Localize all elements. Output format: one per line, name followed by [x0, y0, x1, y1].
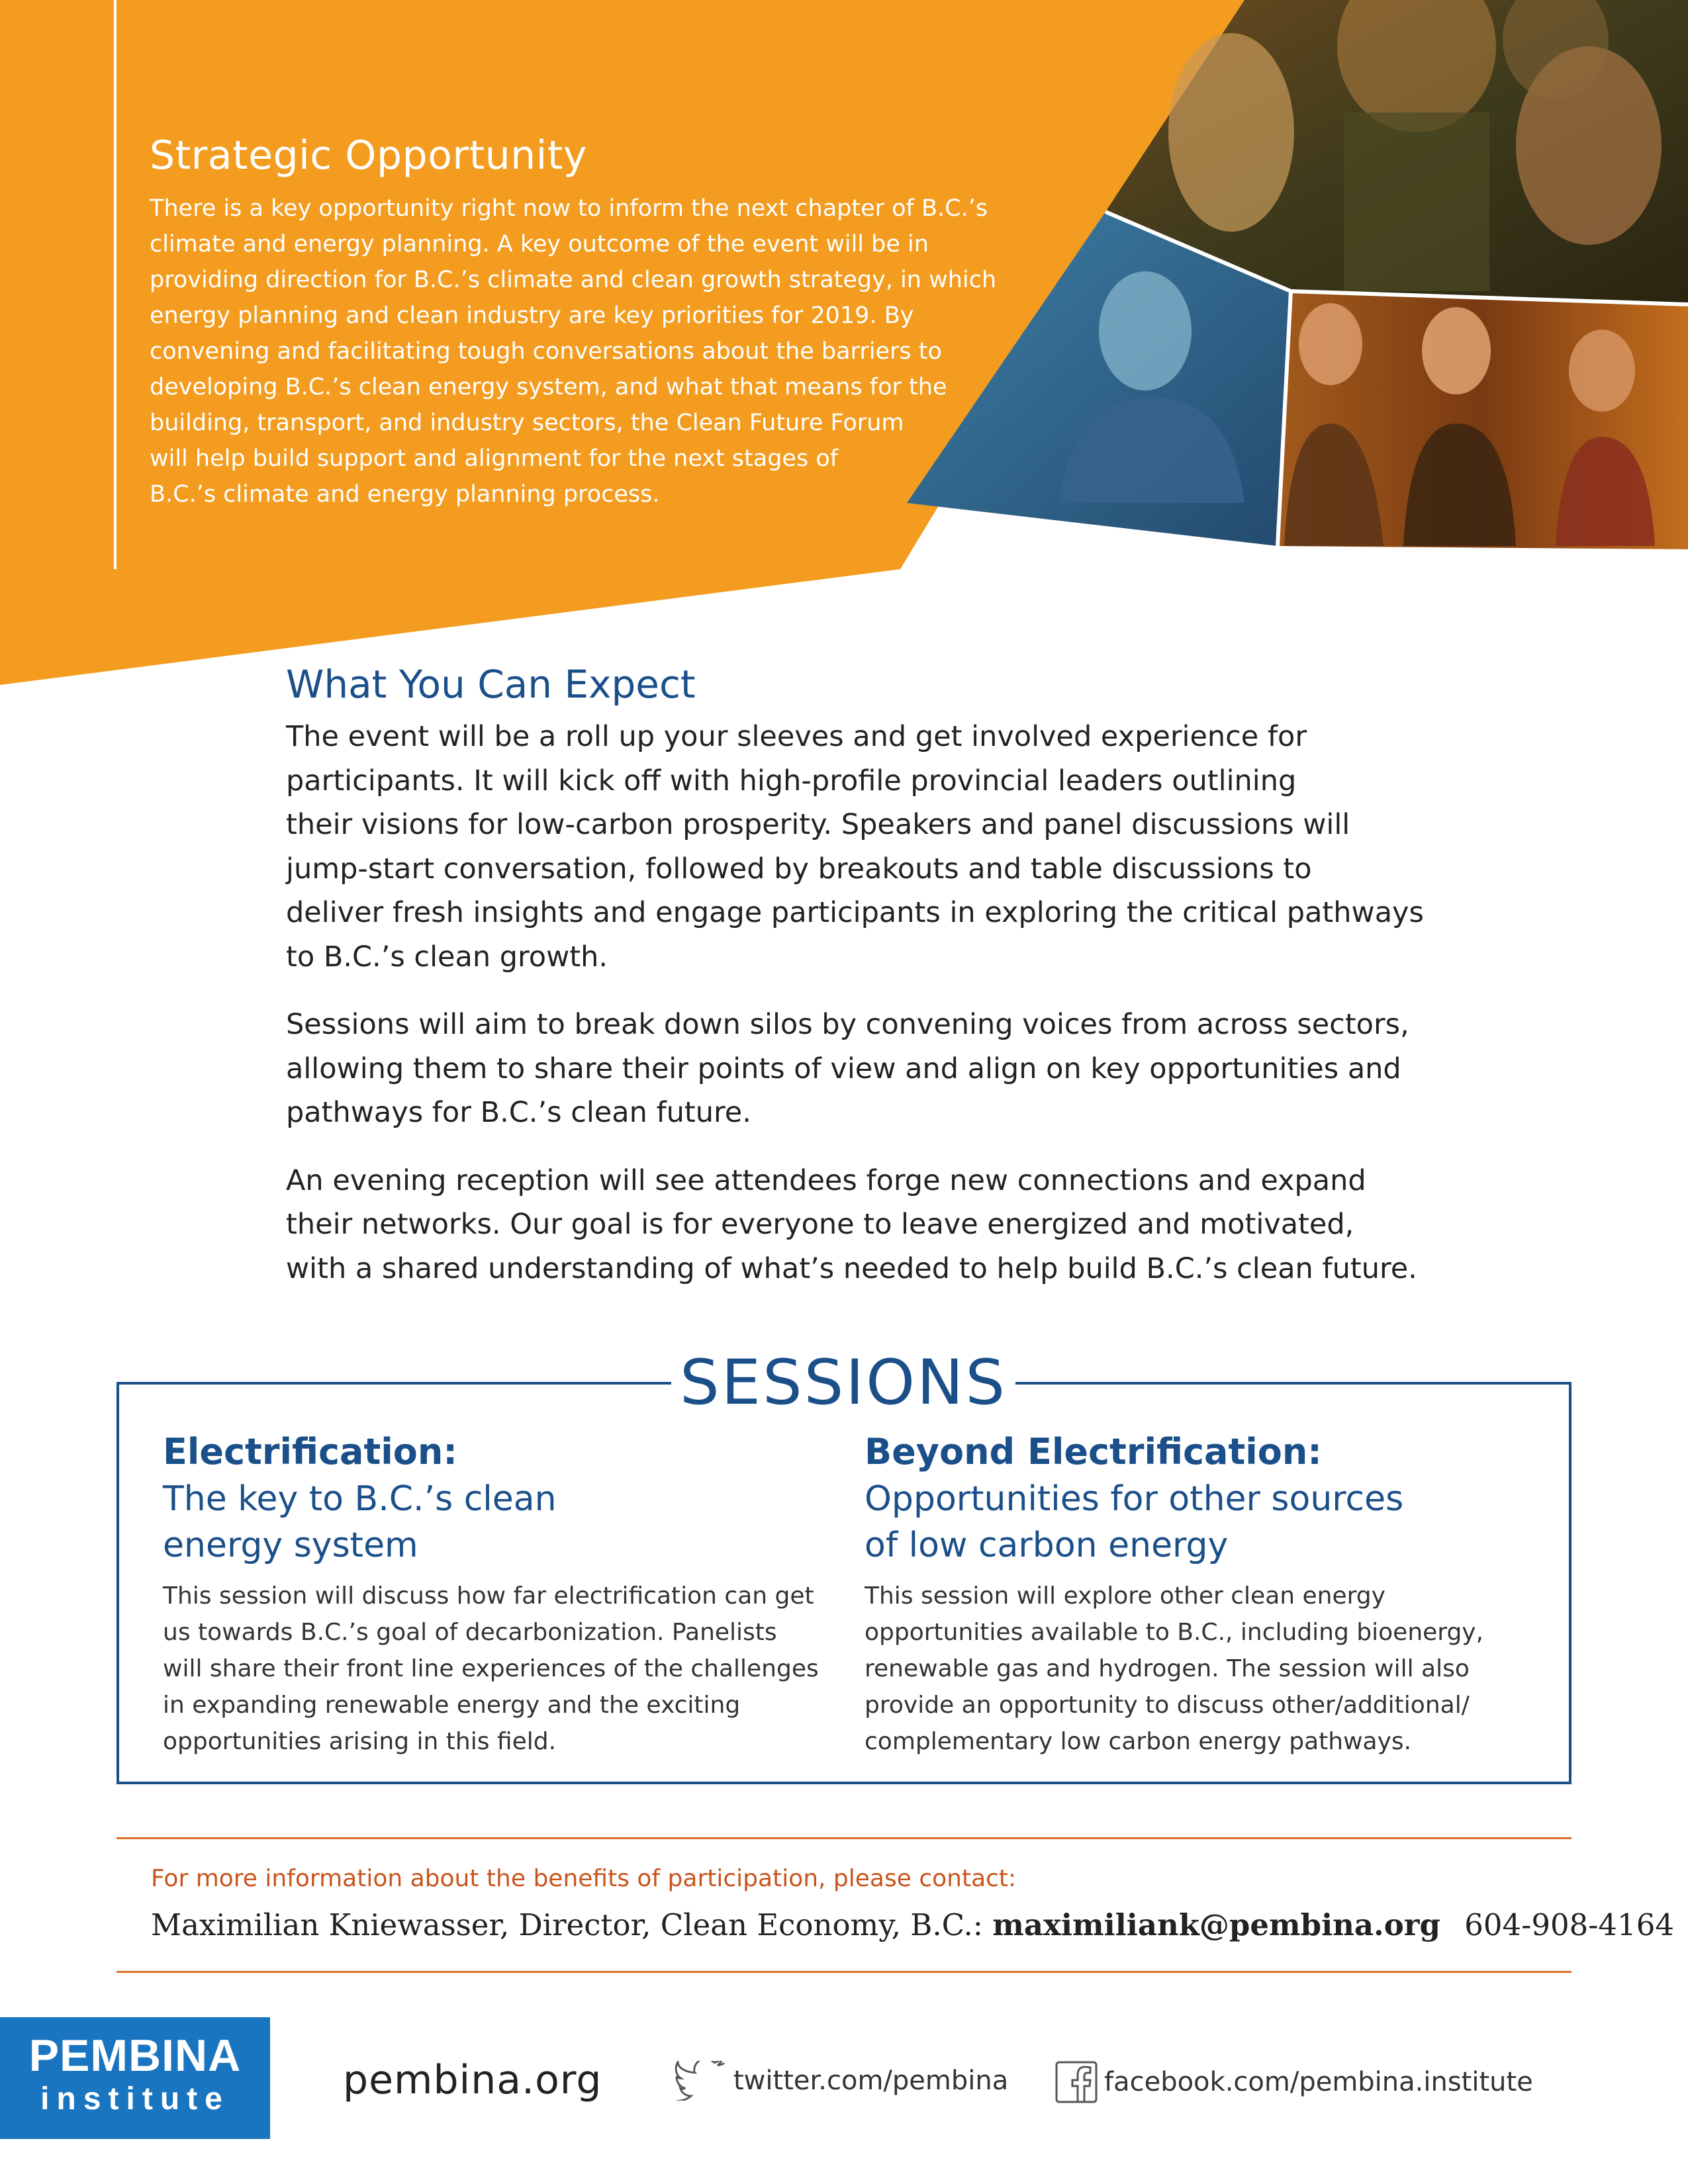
website-link[interactable]: pembina.org: [343, 2057, 602, 2103]
session-description: This session will explore other clean energy opportunities available to B.C., including bioenergy, renewable gas and hydrogen. The session will also provide an opportunity to discuss other/additional/ complementary low carbon energy pathways.: [865, 1582, 1484, 1755]
facebook-icon: [1055, 2061, 1098, 2103]
session-heading: Beyond Electrification:: [865, 1431, 1322, 1473]
facebook-link[interactable]: [1055, 2061, 1533, 2103]
contact-phone: 604-908-4164: [1464, 1907, 1674, 1942]
twitter-link[interactable]: [674, 2061, 1008, 2101]
facebook-handle: facebook.com/pembina.institute: [1104, 2067, 1533, 2097]
session-description: This session will discuss how far electrification can get us towards B.C.’s goal of decarbonization. Panelists will share their front line experiences of the challenges in expanding renewable energy and the exciting opportunities arising in this field.: [163, 1582, 819, 1755]
contact-bottom-rule: [117, 1971, 1571, 1973]
sessions-title: SESSIONS: [671, 1343, 1015, 1423]
session-subtitle: Opportunities for other sources of low carbon energy: [865, 1479, 1404, 1565]
contact-details: [151, 1907, 1674, 1942]
session-electrification: [163, 1428, 825, 1760]
logo-wordmark: PEMBINA: [28, 2030, 242, 2081]
contact-email-link[interactable]: maximiliank@pembina.org: [992, 1907, 1440, 1942]
strategic-body: There is a key opportunity right now to inform the next chapter of B.C.’s climate and energy planning. A key outcome of the event will be in providing direction for B.C.’s climate and clean growth strategy, in which energy planning and clean industry are key priorities for 2019. By convening and facilitating tough conversations about the barriers to developing B.C.’s clean energy system, and what that means for the building, transport, and industry sectors, the Clean Future Forum will help build support and alignment for the next stages of B.C.’s climate and energy planning process.: [150, 195, 997, 508]
logo-subtitle: institute: [40, 2081, 230, 2116]
contact-top-rule: [117, 1837, 1571, 1839]
pembina-logo: [0, 2017, 270, 2139]
expect-paragraph-2: Sessions will aim to break down silos by convening voices from across sectors, allowing them to share their points of view and align on key opportunities and pathways for B.C.’s clean future.: [286, 1008, 1409, 1129]
session-subtitle: The key to B.C.’s clean energy system: [163, 1479, 557, 1565]
expect-paragraph-3: An evening reception will see attendees forge new connections and expand their networks. Our goal is for everyone to leave energized and motivated, with a shared understanding of what’s needed to help build B.C.’s clean future.: [286, 1163, 1417, 1285]
twitter-bird-icon: [674, 2061, 727, 2101]
contact-name: Maximilian Kniewasser, Director, Clean Economy, B.C.:: [151, 1907, 983, 1942]
twitter-handle: twitter.com/pembina: [733, 2066, 1009, 2096]
what-you-can-expect-section: [286, 662, 1451, 1314]
session-beyond-electrification: [865, 1428, 1526, 1760]
expect-paragraph-1: The event will be a roll up your sleeves and get involved experience for participants. It will kick off with high-profile provincial leaders outlining their visions for low-carbon prosperity. Speakers and panel discussions will jump-start conversation, followed by breakouts and table discussions to deliver fresh insights and engage participants in exploring the critical pathways to B.C.’s clean growth.: [286, 720, 1424, 974]
contact-label: For more information about the benefits of participation, please contact:: [151, 1865, 1017, 1892]
banner-divider: [114, 0, 117, 569]
strategic-title: Strategic Opportunity: [150, 132, 587, 179]
strategic-opportunity-section: [150, 132, 1023, 512]
expect-title: What You Can Expect: [286, 662, 696, 707]
session-heading: Electrification:: [163, 1431, 457, 1473]
